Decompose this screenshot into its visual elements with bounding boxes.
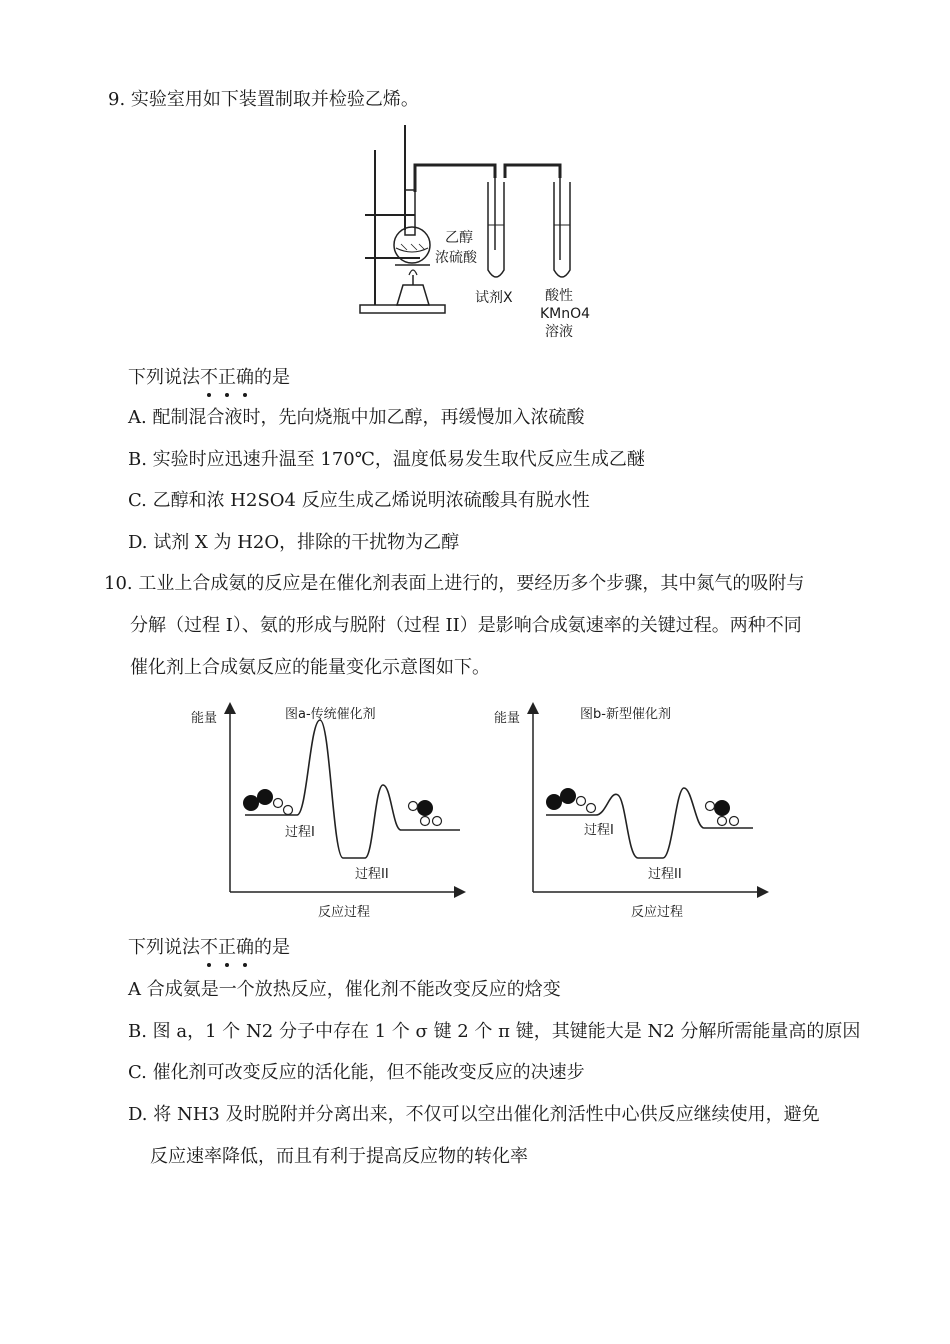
energy-diagram-b	[488, 700, 778, 925]
q10-option-d: D. 将 NH3 及时脱附并分离出来，不仅可以空出催化剂活性中心供反应继续使用，避免	[128, 1104, 820, 1125]
q10-option-b: B. 图 a，1 个 N2 分子中存在 1 个 σ 键 2 个 π 键，其键能大是 N2 分解所需能量高的原因	[128, 1021, 861, 1042]
q9-option-a: A. 配制混合液时，先向烧瓶中加乙醇，再缓慢加入浓硫酸	[128, 407, 585, 428]
energy-diagram-a	[185, 700, 475, 925]
label-kmno4: KMnO4	[540, 306, 591, 322]
label-reagent-x: 试剂X	[475, 290, 513, 306]
ethylene-apparatus-diagram	[355, 120, 595, 345]
q9-option-b: B. 实验时应迅速升温至 170℃，温度低易发生取代反应生成乙醚	[128, 449, 645, 470]
q10-option-c: C. 催化剂可改变反应的活化能，但不能改变反应的决速步	[128, 1062, 585, 1083]
diagram-b-process2: 过程II	[648, 867, 682, 882]
label-acidic: 酸性	[545, 288, 573, 304]
q10-stem-line-3: 催化剂上合成氨反应的能量变化示意图如下。	[130, 657, 490, 678]
q10-option-a: A 合成氨是一个放热反应，催化剂不能改变反应的焓变	[128, 979, 561, 1000]
diagram-b-xlabel: 反应过程	[631, 905, 684, 920]
diagram-b-process1: 过程I	[584, 823, 614, 838]
q10-stem-line-2: 分解（过程 I）、氨的形成与脱附（过程 II）是影响合成氨速率的关键过程。两种不同	[130, 615, 802, 636]
q9-option-d: D. 试剂 X 为 H2O，排除的干扰物为乙醇	[128, 532, 460, 553]
q10-prompt: 下列说法不正确的是	[128, 937, 290, 958]
diagram-a-process1: 过程I	[285, 825, 315, 840]
label-ethanol: 乙醇	[445, 230, 473, 246]
q10-option-d-continued: 反应速率降低，而且有利于提高反应物的转化率	[150, 1146, 528, 1167]
diagram-a-process2: 过程II	[355, 867, 389, 882]
diagram-b-title: 图b-新型催化剂	[580, 707, 671, 722]
diagram-a-xlabel: 反应过程	[318, 905, 371, 920]
diagram-a-ylabel: 能量	[191, 711, 218, 726]
q9-option-c: C. 乙醇和浓 H2SO4 反应生成乙烯说明浓硫酸具有脱水性	[128, 490, 590, 511]
label-solution: 溶液	[545, 324, 573, 340]
diagram-a-title: 图a-传统催化剂	[285, 707, 376, 722]
q10-stem-line-1: 10. 工业上合成氨的反应是在催化剂表面上进行的，要经历多个步骤，其中氮气的吸附与	[104, 573, 805, 594]
q9-prompt: 下列说法不正确的是	[128, 367, 290, 388]
q9-stem: 9. 实验室用如下装置制取并检验乙烯。	[108, 89, 419, 110]
label-sulfuric: 浓硫酸	[435, 250, 477, 266]
diagram-b-ylabel: 能量	[494, 711, 521, 726]
